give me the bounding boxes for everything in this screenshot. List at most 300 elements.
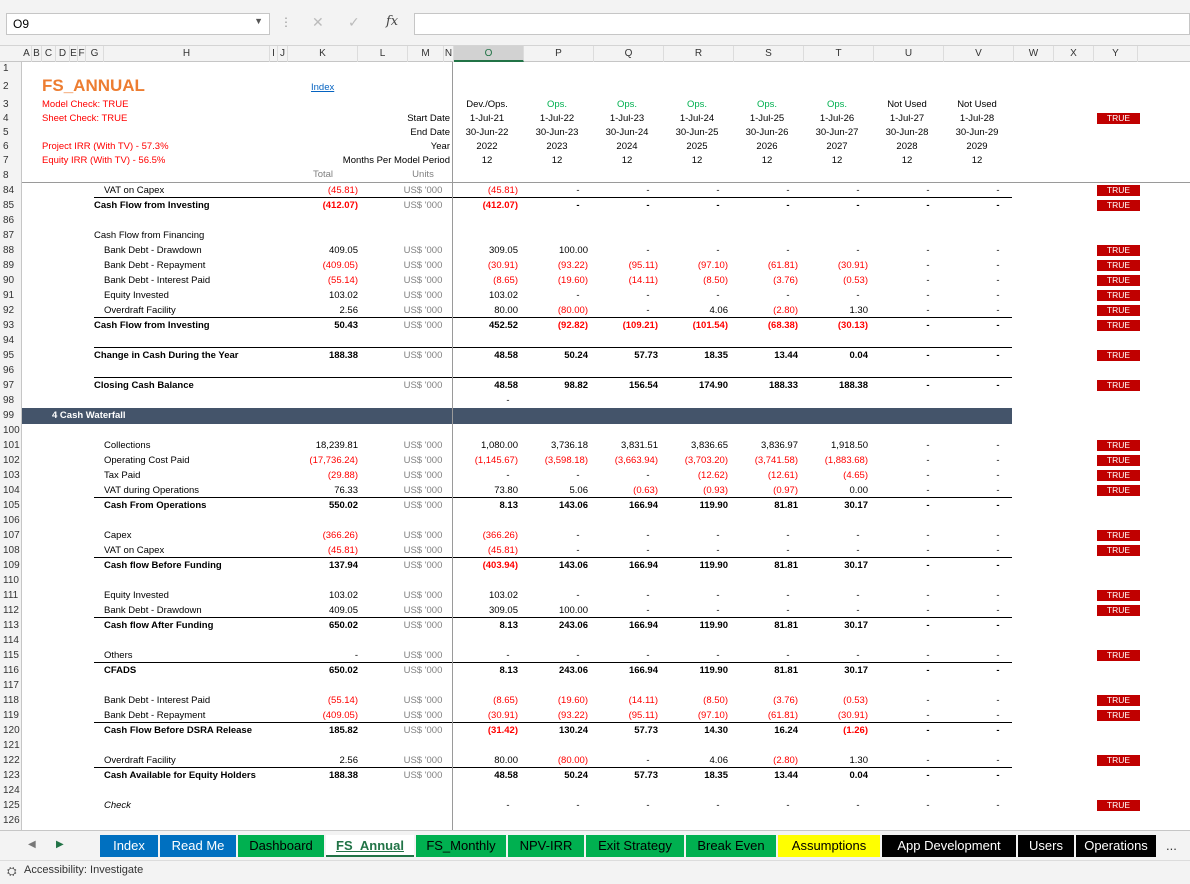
- period-value[interactable]: -: [716, 605, 720, 616]
- period-value[interactable]: -: [716, 545, 720, 556]
- row-header[interactable]: 2: [3, 81, 9, 92]
- period-value[interactable]: (80.00): [557, 305, 588, 316]
- period-value[interactable]: -: [856, 605, 860, 616]
- total-value[interactable]: (17,736.24): [309, 455, 358, 466]
- period-value[interactable]: -: [926, 185, 930, 196]
- period-value[interactable]: -: [576, 470, 580, 481]
- period-value[interactable]: 57.73: [634, 770, 658, 781]
- column-header-f[interactable]: F: [78, 46, 86, 62]
- period-value[interactable]: -: [926, 590, 930, 601]
- row-header[interactable]: 109: [3, 560, 20, 571]
- sheet-tab-break-even[interactable]: Break Even: [686, 835, 776, 857]
- period-value[interactable]: -: [576, 800, 580, 811]
- period-value[interactable]: (3.76): [773, 695, 798, 706]
- sheet-tab-index[interactable]: Index: [100, 835, 158, 857]
- column-header-t[interactable]: T: [804, 46, 874, 62]
- period-value[interactable]: -: [576, 185, 580, 196]
- total-value[interactable]: 550.02: [328, 500, 358, 511]
- period-value[interactable]: 81.81: [774, 500, 798, 511]
- period-value[interactable]: 166.94: [628, 620, 658, 631]
- enter-icon[interactable]: ✓: [348, 14, 360, 30]
- period-value[interactable]: 119.90: [699, 665, 728, 676]
- row-header[interactable]: 95: [3, 350, 15, 361]
- period-value[interactable]: -: [926, 530, 930, 541]
- period-value[interactable]: 30.17: [844, 560, 868, 571]
- row-header[interactable]: 89: [3, 260, 15, 271]
- period-value[interactable]: 166.94: [628, 560, 658, 571]
- period-value[interactable]: 48.58: [494, 350, 518, 361]
- row-header[interactable]: 88: [3, 245, 15, 256]
- row-header[interactable]: 122: [3, 755, 20, 766]
- period-value[interactable]: 16.24: [774, 725, 798, 736]
- period-value[interactable]: -: [716, 800, 720, 811]
- column-header-o[interactable]: O: [454, 46, 524, 62]
- period-value[interactable]: 166.94: [628, 665, 658, 676]
- period-value[interactable]: -: [646, 545, 650, 556]
- row-header[interactable]: 104: [3, 485, 20, 496]
- row-header[interactable]: 1: [3, 63, 9, 74]
- period-value[interactable]: -: [926, 275, 930, 286]
- period-value[interactable]: 30.17: [844, 665, 868, 676]
- period-value[interactable]: (0.53): [843, 695, 868, 706]
- period-value[interactable]: 57.73: [634, 725, 658, 736]
- period-value[interactable]: 8.13: [499, 500, 518, 511]
- period-value[interactable]: 119.90: [699, 500, 728, 511]
- row-header[interactable]: 124: [3, 785, 20, 796]
- period-value[interactable]: (2.80): [773, 755, 798, 766]
- total-value[interactable]: (366.26): [322, 530, 358, 541]
- total-value[interactable]: 188.38: [328, 350, 358, 361]
- period-value[interactable]: -: [646, 245, 650, 256]
- period-value[interactable]: -: [716, 650, 720, 661]
- column-header-j[interactable]: J: [278, 46, 288, 62]
- row-header[interactable]: 92: [3, 305, 15, 316]
- row-header[interactable]: 113: [3, 620, 19, 631]
- period-value[interactable]: 100.00: [558, 605, 588, 616]
- period-value[interactable]: 81.81: [774, 560, 798, 571]
- period-value[interactable]: 119.90: [699, 620, 728, 631]
- column-header-s[interactable]: S: [734, 46, 804, 62]
- period-value[interactable]: 143.06: [558, 560, 588, 571]
- row-header[interactable]: 99: [3, 410, 15, 421]
- total-value[interactable]: 2.56: [339, 755, 358, 766]
- period-value[interactable]: 188.38: [838, 380, 868, 391]
- period-value[interactable]: -: [926, 560, 930, 571]
- row-header[interactable]: 93: [3, 320, 15, 331]
- period-value[interactable]: 48.58: [494, 380, 518, 391]
- period-value[interactable]: (30.91): [487, 710, 518, 721]
- row-header[interactable]: 114: [3, 635, 19, 646]
- period-value[interactable]: 4.06: [709, 305, 728, 316]
- period-value[interactable]: (97.10): [697, 260, 728, 271]
- period-value[interactable]: -: [996, 245, 1000, 256]
- period-value[interactable]: -: [926, 800, 930, 811]
- period-value[interactable]: 166.94: [628, 500, 658, 511]
- period-value[interactable]: -: [996, 665, 1000, 676]
- period-value[interactable]: -: [576, 200, 580, 211]
- period-value[interactable]: (14.11): [628, 275, 658, 286]
- period-value[interactable]: (30.91): [837, 710, 868, 721]
- total-value[interactable]: (45.81): [327, 545, 358, 556]
- period-value[interactable]: 18.35: [704, 350, 728, 361]
- period-value[interactable]: 13.44: [774, 350, 798, 361]
- period-value[interactable]: (8.50): [703, 275, 728, 286]
- total-value[interactable]: 650.02: [328, 665, 358, 676]
- period-value[interactable]: -: [646, 185, 650, 196]
- period-value[interactable]: -: [926, 485, 930, 496]
- row-header[interactable]: 7: [3, 155, 9, 166]
- period-value[interactable]: (80.00): [557, 755, 588, 766]
- period-value[interactable]: (4.65): [843, 470, 868, 481]
- period-value[interactable]: 130.24: [558, 725, 588, 736]
- total-value[interactable]: (45.81): [327, 185, 358, 196]
- period-value[interactable]: 50.24: [564, 350, 588, 361]
- period-value[interactable]: 3,836.65: [691, 440, 728, 451]
- period-value[interactable]: (30.13): [837, 320, 868, 331]
- period-value[interactable]: 309.05: [488, 605, 518, 616]
- column-header-h[interactable]: H: [104, 46, 270, 62]
- row-header[interactable]: 115: [3, 650, 19, 661]
- row-header[interactable]: 3: [3, 99, 9, 110]
- period-value[interactable]: -: [576, 290, 580, 301]
- period-value[interactable]: -: [926, 260, 930, 271]
- period-value[interactable]: 8.13: [499, 665, 518, 676]
- period-value[interactable]: (0.93): [703, 485, 728, 496]
- total-value[interactable]: 409.05: [328, 245, 358, 256]
- column-header-n[interactable]: N: [444, 46, 454, 62]
- period-value[interactable]: 3,836.97: [761, 440, 798, 451]
- period-value[interactable]: (3,598.18): [544, 455, 588, 466]
- period-value[interactable]: -: [786, 545, 790, 556]
- period-value[interactable]: -: [996, 620, 1000, 631]
- period-value[interactable]: (95.11): [628, 710, 658, 721]
- period-value[interactable]: (97.10): [697, 710, 728, 721]
- period-value[interactable]: 0.00: [849, 485, 868, 496]
- formula-input[interactable]: [414, 13, 1190, 35]
- period-value[interactable]: 0.04: [849, 770, 868, 781]
- period-value[interactable]: -: [996, 500, 1000, 511]
- total-value[interactable]: 18,239.81: [315, 440, 358, 451]
- period-value[interactable]: 243.06: [558, 665, 588, 676]
- period-value[interactable]: (3,703.20): [684, 455, 728, 466]
- total-value[interactable]: 137.94: [328, 560, 358, 571]
- period-value[interactable]: 1.30: [849, 305, 868, 316]
- row-header[interactable]: 6: [3, 141, 9, 152]
- period-value[interactable]: 103.02: [488, 290, 518, 301]
- period-value[interactable]: -: [856, 200, 860, 211]
- period-value[interactable]: -: [786, 530, 790, 541]
- period-value[interactable]: -: [996, 650, 1000, 661]
- row-header[interactable]: 111: [3, 590, 19, 601]
- period-value[interactable]: -: [926, 650, 930, 661]
- period-value[interactable]: -: [926, 755, 930, 766]
- row-header[interactable]: 102: [3, 455, 20, 466]
- period-value[interactable]: -: [926, 305, 930, 316]
- period-value[interactable]: -: [786, 650, 790, 661]
- total-value[interactable]: (412.07): [322, 200, 358, 211]
- period-value[interactable]: (8.65): [493, 695, 518, 706]
- total-value[interactable]: 409.05: [328, 605, 358, 616]
- row-header[interactable]: 103: [3, 470, 20, 481]
- period-value[interactable]: -: [646, 755, 650, 766]
- row-header[interactable]: 120: [3, 725, 20, 736]
- column-header-a[interactable]: A: [22, 46, 32, 62]
- period-value[interactable]: -: [996, 455, 1000, 466]
- period-value[interactable]: -: [506, 395, 510, 406]
- period-value[interactable]: -: [646, 290, 650, 301]
- period-value[interactable]: (45.81): [487, 185, 518, 196]
- row-header[interactable]: 110: [3, 575, 19, 586]
- period-value[interactable]: -: [576, 650, 580, 661]
- period-value[interactable]: (3.76): [773, 275, 798, 286]
- row-header[interactable]: 117: [3, 680, 19, 691]
- period-value[interactable]: -: [996, 440, 1000, 451]
- row-header[interactable]: 98: [3, 395, 15, 406]
- period-value[interactable]: 1,080.00: [481, 440, 518, 451]
- period-value[interactable]: 119.90: [699, 560, 728, 571]
- period-value[interactable]: 4.06: [709, 755, 728, 766]
- period-value[interactable]: -: [856, 590, 860, 601]
- period-value[interactable]: 13.44: [774, 770, 798, 781]
- column-header-b[interactable]: B: [32, 46, 42, 62]
- row-header[interactable]: 8: [3, 170, 9, 181]
- period-value[interactable]: -: [786, 245, 790, 256]
- period-value[interactable]: -: [996, 605, 1000, 616]
- row-header[interactable]: 116: [3, 665, 19, 676]
- column-header-v[interactable]: V: [944, 46, 1014, 62]
- row-header[interactable]: 105: [3, 500, 20, 511]
- period-value[interactable]: 1.30: [849, 755, 868, 766]
- period-value[interactable]: 8.13: [499, 620, 518, 631]
- total-value[interactable]: (409.05): [322, 260, 358, 271]
- period-value[interactable]: (61.81): [767, 260, 798, 271]
- period-value[interactable]: -: [996, 560, 1000, 571]
- row-header[interactable]: 106: [3, 515, 20, 526]
- row-header[interactable]: 87: [3, 230, 15, 241]
- period-value[interactable]: -: [926, 470, 930, 481]
- period-value[interactable]: (14.11): [628, 695, 658, 706]
- period-value[interactable]: (366.26): [482, 530, 518, 541]
- row-header[interactable]: 126: [3, 815, 20, 826]
- total-value[interactable]: 50.43: [334, 320, 358, 331]
- period-value[interactable]: -: [926, 380, 930, 391]
- period-value[interactable]: -: [786, 290, 790, 301]
- period-value[interactable]: -: [576, 530, 580, 541]
- row-header[interactable]: 121: [3, 740, 20, 751]
- sheet-tab-npv-irr[interactable]: NPV-IRR: [508, 835, 584, 857]
- period-value[interactable]: -: [926, 290, 930, 301]
- column-header-l[interactable]: L: [358, 46, 408, 62]
- total-value[interactable]: 188.38: [328, 770, 358, 781]
- period-value[interactable]: 80.00: [494, 305, 518, 316]
- sheet-tab-operations[interactable]: Operations: [1076, 835, 1156, 857]
- period-value[interactable]: -: [996, 380, 1000, 391]
- period-value[interactable]: -: [996, 800, 1000, 811]
- period-value[interactable]: (95.11): [628, 260, 658, 271]
- period-value[interactable]: -: [996, 530, 1000, 541]
- period-value[interactable]: (0.97): [773, 485, 798, 496]
- period-value[interactable]: (0.53): [843, 275, 868, 286]
- period-value[interactable]: -: [996, 470, 1000, 481]
- period-value[interactable]: (45.81): [487, 545, 518, 556]
- period-value[interactable]: -: [996, 305, 1000, 316]
- more-options-icon[interactable]: ⋮: [280, 15, 292, 29]
- index-link[interactable]: Index: [311, 82, 335, 93]
- period-value[interactable]: -: [926, 695, 930, 706]
- period-value[interactable]: 81.81: [774, 620, 798, 631]
- row-header[interactable]: 84: [3, 185, 15, 196]
- column-header-x[interactable]: X: [1054, 46, 1094, 62]
- row-header[interactable]: 5: [3, 127, 9, 138]
- row-header[interactable]: 123: [3, 770, 20, 781]
- period-value[interactable]: (30.91): [837, 260, 868, 271]
- period-value[interactable]: -: [996, 275, 1000, 286]
- row-header[interactable]: 118: [3, 695, 19, 706]
- period-value[interactable]: -: [716, 245, 720, 256]
- period-value[interactable]: 80.00: [494, 755, 518, 766]
- row-header[interactable]: 100: [3, 425, 20, 436]
- period-value[interactable]: -: [646, 200, 650, 211]
- period-value[interactable]: -: [856, 530, 860, 541]
- period-value[interactable]: -: [716, 590, 720, 601]
- total-value[interactable]: 103.02: [328, 290, 358, 301]
- period-value[interactable]: -: [926, 455, 930, 466]
- period-value[interactable]: (101.54): [692, 320, 728, 331]
- sheet-tab-fs-annual[interactable]: FS_Annual: [326, 835, 414, 857]
- column-header-u[interactable]: U: [874, 46, 944, 62]
- period-value[interactable]: -: [996, 260, 1000, 271]
- total-value[interactable]: (409.05): [322, 710, 358, 721]
- period-value[interactable]: -: [716, 200, 720, 211]
- period-value[interactable]: 1,918.50: [831, 440, 868, 451]
- period-value[interactable]: -: [646, 530, 650, 541]
- column-header-r[interactable]: R: [664, 46, 734, 62]
- sheet-tab-read-me[interactable]: Read Me: [160, 835, 236, 857]
- period-value[interactable]: -: [856, 245, 860, 256]
- period-value[interactable]: 14.30: [704, 725, 728, 736]
- period-value[interactable]: -: [786, 185, 790, 196]
- period-value[interactable]: 3,736.18: [551, 440, 588, 451]
- period-value[interactable]: (92.82): [557, 320, 588, 331]
- period-value[interactable]: 5.06: [569, 485, 588, 496]
- total-value[interactable]: 103.02: [328, 590, 358, 601]
- total-value[interactable]: 650.02: [328, 620, 358, 631]
- period-value[interactable]: -: [786, 590, 790, 601]
- period-value[interactable]: 174.90: [698, 380, 728, 391]
- row-header[interactable]: 94: [3, 335, 15, 346]
- period-value[interactable]: 103.02: [488, 590, 518, 601]
- period-value[interactable]: -: [856, 545, 860, 556]
- period-value[interactable]: -: [646, 800, 650, 811]
- name-box[interactable]: [6, 13, 270, 35]
- period-value[interactable]: -: [506, 650, 510, 661]
- period-value[interactable]: -: [786, 200, 790, 211]
- period-value[interactable]: -: [926, 320, 930, 331]
- insert-function-icon[interactable]: fx: [386, 14, 399, 29]
- sheet-tab-app-development[interactable]: App Development: [882, 835, 1016, 857]
- column-header-k[interactable]: K: [288, 46, 358, 62]
- period-value[interactable]: -: [506, 800, 510, 811]
- period-value[interactable]: -: [996, 710, 1000, 721]
- row-header[interactable]: 107: [3, 530, 20, 541]
- period-value[interactable]: (1,883.68): [824, 455, 868, 466]
- row-header[interactable]: 119: [3, 710, 19, 721]
- period-value[interactable]: -: [646, 605, 650, 616]
- row-header[interactable]: 91: [3, 290, 15, 301]
- period-value[interactable]: 243.06: [558, 620, 588, 631]
- period-value[interactable]: 452.52: [488, 320, 518, 331]
- period-value[interactable]: (8.50): [703, 695, 728, 706]
- period-value[interactable]: -: [926, 350, 930, 361]
- sheet-tab-dashboard[interactable]: Dashboard: [238, 835, 324, 857]
- row-header[interactable]: 125: [3, 800, 20, 811]
- period-value[interactable]: -: [646, 305, 650, 316]
- period-value[interactable]: -: [786, 800, 790, 811]
- column-header-p[interactable]: P: [524, 46, 594, 62]
- period-value[interactable]: -: [996, 755, 1000, 766]
- period-value[interactable]: -: [926, 500, 930, 511]
- period-value[interactable]: -: [926, 665, 930, 676]
- period-value[interactable]: (93.22): [557, 710, 588, 721]
- next-sheet-icon[interactable]: ▶: [56, 839, 64, 850]
- column-header-i[interactable]: I: [270, 46, 278, 62]
- row-header[interactable]: 112: [3, 605, 19, 616]
- sheet-tab-assumptions[interactable]: Assumptions: [778, 835, 880, 857]
- row-header[interactable]: 4: [3, 113, 9, 124]
- period-value[interactable]: 30.17: [844, 620, 868, 631]
- period-value[interactable]: -: [856, 650, 860, 661]
- total-value[interactable]: (55.14): [327, 275, 358, 286]
- prev-sheet-icon[interactable]: ◀: [28, 839, 36, 850]
- period-value[interactable]: (109.21): [622, 320, 658, 331]
- period-value[interactable]: -: [996, 290, 1000, 301]
- period-value[interactable]: -: [786, 605, 790, 616]
- period-value[interactable]: 73.80: [494, 485, 518, 496]
- row-header[interactable]: 86: [3, 215, 15, 226]
- period-value[interactable]: (8.65): [493, 275, 518, 286]
- row-header[interactable]: 90: [3, 275, 15, 286]
- period-value[interactable]: (1.26): [843, 725, 868, 736]
- cancel-icon[interactable]: ✕: [312, 14, 324, 30]
- period-value[interactable]: -: [926, 200, 930, 211]
- period-value[interactable]: -: [926, 545, 930, 556]
- period-value[interactable]: -: [506, 470, 510, 481]
- period-value[interactable]: -: [926, 725, 930, 736]
- total-value[interactable]: 185.82: [328, 725, 358, 736]
- period-value[interactable]: -: [926, 440, 930, 451]
- column-header-y[interactable]: Y: [1094, 46, 1138, 62]
- period-value[interactable]: 81.81: [774, 665, 798, 676]
- total-value[interactable]: 76.33: [334, 485, 358, 496]
- column-header-q[interactable]: Q: [594, 46, 664, 62]
- row-header[interactable]: 97: [3, 380, 15, 391]
- period-value[interactable]: 100.00: [558, 245, 588, 256]
- period-value[interactable]: 18.35: [704, 770, 728, 781]
- period-value[interactable]: 309.05: [488, 245, 518, 256]
- column-header-c[interactable]: C: [42, 46, 56, 62]
- column-header-g[interactable]: G: [86, 46, 104, 62]
- sheet-tab-users[interactable]: Users: [1018, 835, 1074, 857]
- period-value[interactable]: 30.17: [844, 500, 868, 511]
- period-value[interactable]: -: [996, 770, 1000, 781]
- period-value[interactable]: 156.54: [628, 380, 658, 391]
- period-value[interactable]: (61.81): [767, 710, 798, 721]
- period-value[interactable]: -: [716, 290, 720, 301]
- accessibility-icon[interactable]: ⛭: [7, 864, 17, 878]
- more-sheets-button[interactable]: ...: [1166, 838, 1177, 853]
- period-value[interactable]: 50.24: [564, 770, 588, 781]
- accessibility-status[interactable]: Accessibility: Investigate: [24, 864, 144, 876]
